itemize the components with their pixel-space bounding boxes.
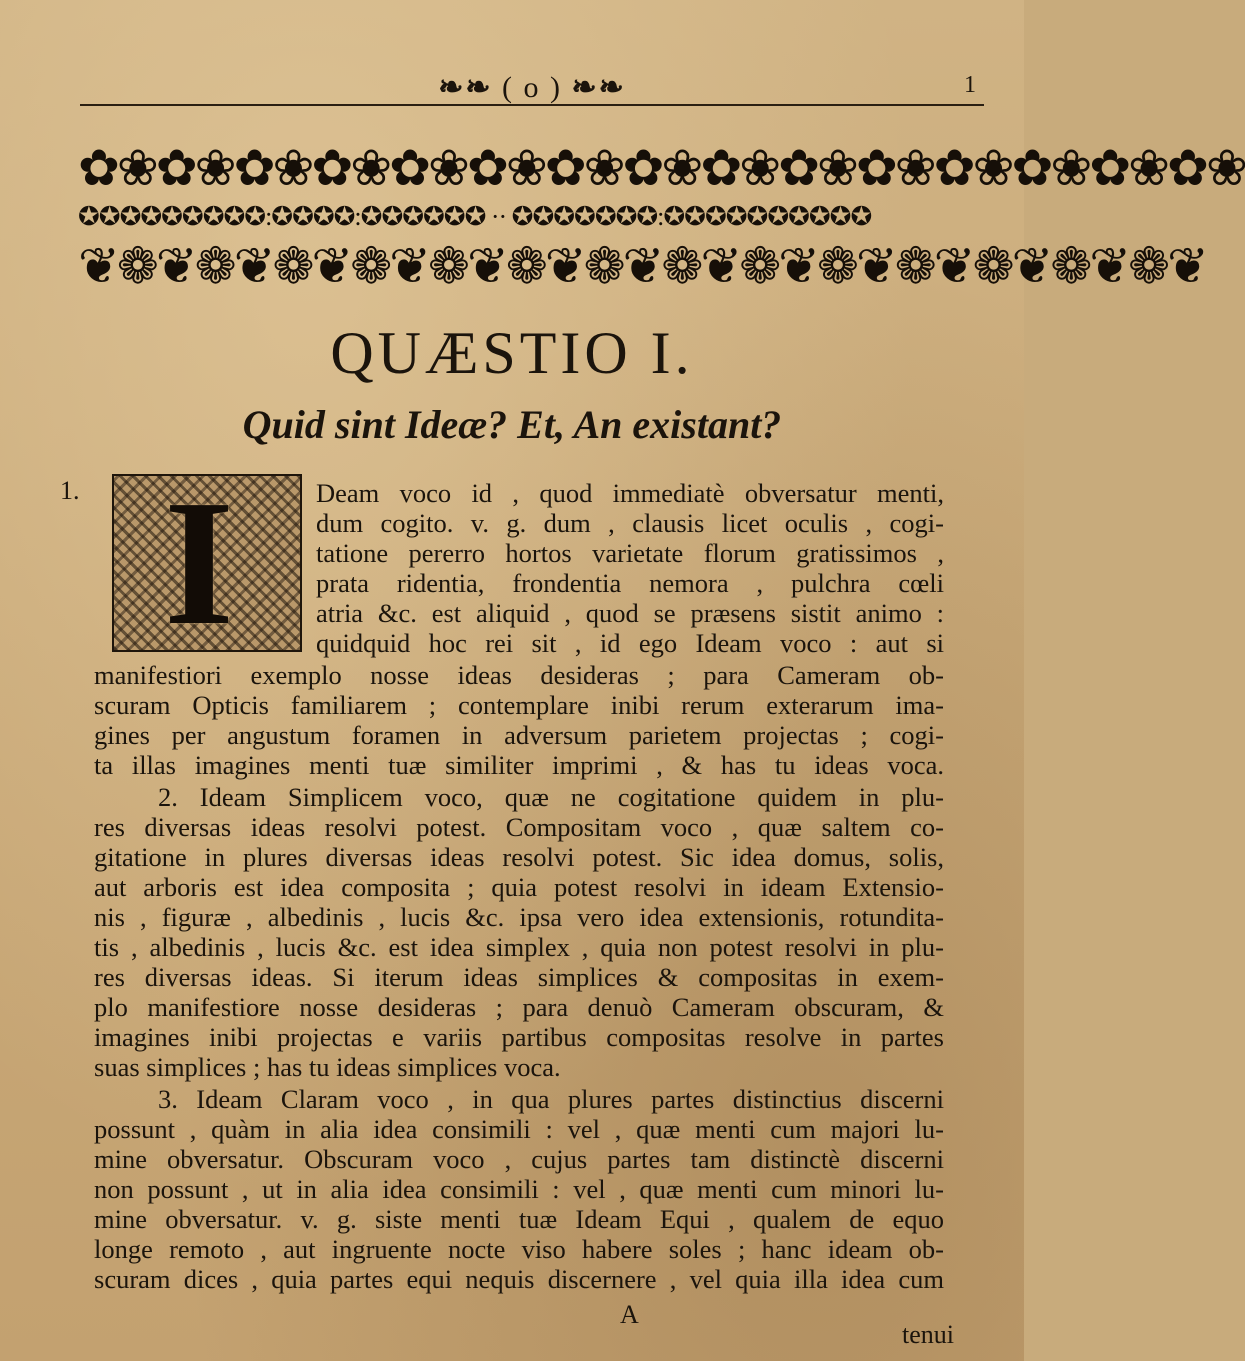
text-line-3: tatione pererro hortos varietate florum gratissimos , — [316, 538, 944, 568]
chapter-subtitle: Quid sint Ideæ? Et, An existant? — [242, 402, 782, 447]
text-line-21: 3. Ideam Claram voco , in qua plures partes distinctius discerni — [158, 1084, 944, 1114]
text-line-2: dum cogito. v. g. dum , clausis licet oculis , cogi- — [316, 508, 944, 538]
drop-cap-letter: I — [164, 463, 235, 662]
text-line-8: scuram Opticis familiarem ; contemplare inibi rerum exterarum ima- — [94, 690, 944, 720]
text-line-20: suas simplices ; has tu ideas simplices voca. — [94, 1052, 561, 1082]
text-line-27: scuram dices , quia partes equi nequis discernere , vel quia illa idea cum — [94, 1264, 944, 1294]
text-line-24: non possunt , ut in alia idea consimili : vel , quæ menti cum minori lu- — [94, 1174, 944, 1204]
text-line-11: 2. Ideam Simplicem voco, quæ ne cogitatione quidem in plu- — [158, 782, 944, 812]
text-line-14: aut arboris est idea composita ; quia potest resolvi in ideam Extensio- — [94, 872, 944, 902]
running-head-center — [80, 70, 984, 105]
text-line-19: imagines inibi projectas e variis partibus compositas resolve in partes — [94, 1022, 944, 1052]
text-line-10: ta illas imagines menti tuæ similiter imprimi , & has tu ideas voca. — [94, 750, 944, 780]
text-line-6: quidquid hoc rei sit , id ego Ideam voco : aut si — [316, 628, 944, 658]
text-line-23: mine obversatur. Obscuram voco , cujus partes tam distinctè discerni — [94, 1144, 944, 1174]
folio-number: 1 — [964, 72, 976, 98]
text-line-5: atria &c. est aliquid , quod se præsens sistit animo : — [316, 598, 944, 628]
text-line-9: gines per angustum foramen in adversum parietem projectas ; cogi- — [94, 720, 944, 750]
paragraph-number-1: 1. — [60, 476, 80, 505]
text-line-26: longe remoto , aut ingruente nocte viso habere soles ; hanc ideam ob- — [94, 1234, 944, 1264]
catchword: tenui — [902, 1320, 954, 1349]
text-line-4: prata ridentia, frondentia nemora , pulchra cœli — [316, 568, 944, 598]
text-line-15: nis , figuræ , albedinis , lucis &c. ipsa vero idea extensionis, rotundita- — [94, 902, 944, 932]
running-head-label: ( o ) — [502, 71, 562, 104]
drop-cap-initial — [112, 463, 302, 662]
chapter-title: QUÆSTIO I. — [330, 320, 694, 386]
text-line-16: tis , albedinis , lucis &c. est idea simplex , quia non potest resolvi in plu- — [94, 932, 944, 962]
text-line-12: res diversas ideas resolvi potest. Compositam voco , quæ saltem co- — [94, 812, 944, 842]
ornament-band-top: ✿❀✿❀✿❀✿❀✿❀✿❀✿❀✿❀✿❀✿❀✿❀✿❀✿❀✿❀✿❀ — [78, 140, 1245, 196]
text-line-13: gitatione in plures diversas ideas resolvi potest. Sic idea domus, solis, — [94, 842, 944, 872]
ornament-band-middle: ✪✪✪✪✪✪✪✪✪:✪✪✪✪:✪✪✪✪✪✪ ·· ✪✪✪✪✪✪✪:✪✪✪✪✪✪✪✪✪✪ — [78, 202, 872, 231]
text-line-17: res diversas ideas. Si iterum ideas simplices & compositas in exem- — [94, 962, 944, 992]
text-line-22: possunt , quàm in alia idea consimili : vel , quæ menti cum majori lu- — [94, 1114, 944, 1144]
head-ornament-left: ❧❧ — [438, 71, 493, 104]
text-line-25: mine obversatur. v. g. siste menti tuæ Ideam Equi , qualem de equo — [94, 1204, 944, 1234]
signature-mark: A — [620, 1300, 639, 1329]
head-ornament-right: ❧❧ — [571, 71, 626, 104]
ornament-band-bottom: ❦❁❦❁❦❁❦❁❦❁❦❁❦❁❦❁❦❁❦❁❦❁❦❁❦❁❦❁❦ — [78, 238, 1206, 294]
text-line-18: plo manifestiore nosse desideras ; para denuò Cameram obscuram, & — [94, 992, 944, 1022]
running-head — [80, 70, 984, 110]
text-line-1: Deam voco id , quod immediatè obversatur menti, — [316, 478, 944, 508]
text-line-7: manifestiori exemplo nosse ideas desideras ; para Cameram ob- — [94, 660, 944, 690]
